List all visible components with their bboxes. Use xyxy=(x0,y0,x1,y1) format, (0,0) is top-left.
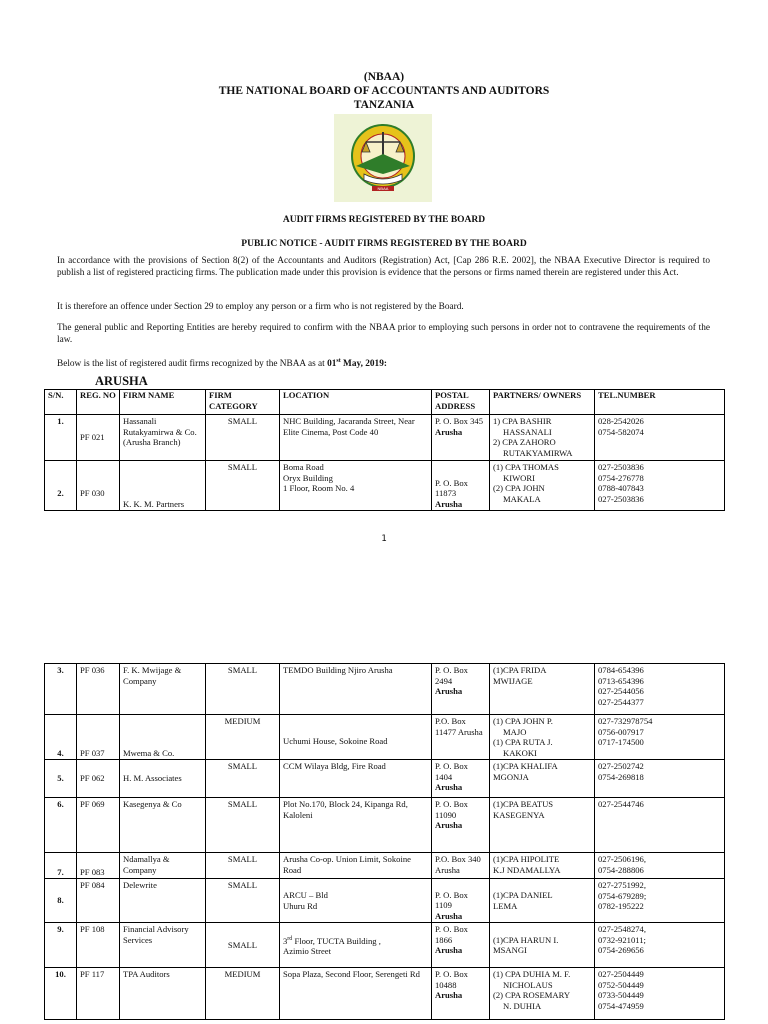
col-sn: S/N. xyxy=(45,390,77,415)
row-partners: (1)CPA HARUN I. MSANGI xyxy=(490,923,595,968)
firms-table-page2 xyxy=(44,663,725,1020)
list-date: 01st May, 2019: xyxy=(327,358,387,370)
intro-paragraph: In accordance with the provisions of Section 8(2) of the Accountants and Auditors (Registration) Act, [Cap 286 R.E. 2002], the NBAA Executive Director is required to publish a list of registered practicing firms. The publication made under this provision is evidence that the persons or firms named therein are registered under this Act. xyxy=(57,256,710,279)
row-category: SMALL xyxy=(206,664,280,715)
row-tel: 027-2544746 xyxy=(595,798,725,853)
row-firm: Ndamallya & Company xyxy=(120,853,206,879)
list-intro-text: Below is the list of registered audit firms recognized by the NBAA as at xyxy=(57,359,325,370)
row-location: NHC Building, Jacaranda Street, Near Elite Cinema, Post Code 40 xyxy=(280,415,432,461)
row-sn: 2. xyxy=(45,461,77,511)
table-row xyxy=(45,798,725,853)
row-tel: 027-2548274, 0732-921011; 0754-269656 xyxy=(595,923,725,968)
row-postal: P. O. Box 1866 Arusha xyxy=(432,923,490,968)
table-row xyxy=(45,853,725,879)
row-postal: P. O. Box 10488 Arusha xyxy=(432,968,490,1020)
row-location: Plot No.170, Block 24, Kipanga Rd, Kaloleni xyxy=(280,798,432,853)
nbaa-logo xyxy=(334,114,432,202)
row-reg: PF 069 xyxy=(77,798,120,853)
row-postal: P. O. Box 11090 Arusha xyxy=(432,798,490,853)
row-reg: PF 062 xyxy=(77,760,120,798)
row-tel: 027-2502742 0754-269818 xyxy=(595,760,725,798)
row-firm: Mwema & Co. xyxy=(120,715,206,760)
row-firm: H. M. Associates xyxy=(120,760,206,798)
col-category: FIRM CATEGORY xyxy=(206,390,280,415)
confirm-paragraph: The general public and Reporting Entities are hereby required to confirm with the NBAA prior to employing such persons in order not to contravene the requirements of the law. xyxy=(57,323,710,346)
row-tel: 027-2503836 0754-276778 0788-407843 027-2503836 xyxy=(595,461,725,511)
row-reg: PF 117 xyxy=(77,968,120,1020)
row-location: 3rd Floor, TUCTA Building , Azimio Street xyxy=(280,923,432,968)
nbaa-emblem-icon xyxy=(334,114,432,202)
row-tel: 027-2751992, 0754-679289; 0782-195222 xyxy=(595,879,725,923)
row-sn: 3. xyxy=(45,664,77,715)
row-reg: PF 021 xyxy=(77,415,120,461)
col-postal: POSTAL ADDRESS xyxy=(432,390,490,415)
row-sn: 8. xyxy=(45,879,77,923)
row-sn: 10. xyxy=(45,968,77,1020)
row-category: MEDIUM xyxy=(206,715,280,760)
col-partners: PARTNERS/ OWNERS xyxy=(490,390,595,415)
row-location: Sopa Plaza, Second Floor, Serengeti Rd xyxy=(280,968,432,1020)
row-partners: (1) CPA JOHN P. MAJO (1) CPA RUTA J. KAKOKI xyxy=(490,715,595,760)
col-tel: TEL.NUMBER xyxy=(595,390,725,415)
row-category: SMALL xyxy=(206,760,280,798)
row-reg: PF 037 xyxy=(77,715,120,760)
row-partners: (1)CPA DANIEL LEMA xyxy=(490,879,595,923)
row-partners: (1)CPA KHALIFA MGONJA xyxy=(490,760,595,798)
row-firm: Delewrite xyxy=(120,879,206,923)
row-firm: TPA Auditors xyxy=(120,968,206,1020)
row-reg: PF 083 xyxy=(77,853,120,879)
row-postal: P. O. Box 1404 Arusha xyxy=(432,760,490,798)
col-reg: REG. NO xyxy=(77,390,120,415)
row-tel: 027-2504449 0752-504449 0733-504449 0754-474959 xyxy=(595,968,725,1020)
row-postal: P. O. Box 11873 Arusha xyxy=(432,461,490,511)
svg-text:NBAA: NBAA xyxy=(377,186,389,191)
row-partners: (1)CPA FRIDA MWIJAGE xyxy=(490,664,595,715)
row-tel: 027-732978754 0756-007917 0717-174500 xyxy=(595,715,725,760)
row-firm: F. K. Mwijage & Company xyxy=(120,664,206,715)
offence-paragraph: It is therefore an offence under Section 29 to employ any person or a firm who is not registered by the Board. xyxy=(57,302,464,312)
row-partners: (1)CPA HIPOLITE K.J NDAMALLYA xyxy=(490,853,595,879)
region-heading: ARUSHA xyxy=(95,374,148,388)
table-row xyxy=(45,968,725,1020)
row-tel: 0784-654396 0713-654396 027-2544056 027-2544377 xyxy=(595,664,725,715)
row-firm: K. K. M. Partners xyxy=(120,461,206,511)
row-category: SMALL xyxy=(206,923,280,968)
col-firm: FIRM NAME xyxy=(120,390,206,415)
row-location: Uchumi House, Sokoine Road xyxy=(280,715,432,760)
table-row xyxy=(45,715,725,760)
row-category: SMALL xyxy=(206,798,280,853)
row-firm: Financial Advisory Services xyxy=(120,923,206,968)
row-category: SMALL xyxy=(206,461,280,511)
row-category: SMALL xyxy=(206,415,280,461)
table-row xyxy=(45,415,725,461)
row-postal: P. O. Box 1109 Arusha xyxy=(432,879,490,923)
row-postal: P. O. Box 345 Arusha xyxy=(432,415,490,461)
row-category: SMALL xyxy=(206,853,280,879)
row-partners: (1)CPA BEATUS KASEGENYA xyxy=(490,798,595,853)
table-row xyxy=(45,760,725,798)
row-partners: 1) CPA BASHIR HASSANALI 2) CPA ZAHORO RUTAKYAMIRWA xyxy=(490,415,595,461)
row-partners: (1) CPA DUHIA M. F. NICHOLAUS (2) CPA ROSEMARY N. DUHIA xyxy=(490,968,595,1020)
row-sn: 4. xyxy=(45,715,77,760)
row-tel: 027-2506196, 0754-288806 xyxy=(595,853,725,879)
row-tel: 028-2542026 0754-582074 xyxy=(595,415,725,461)
row-sn: 5. xyxy=(45,760,77,798)
row-sn: 7. xyxy=(45,853,77,879)
row-postal: P. O. Box 2494 Arusha xyxy=(432,664,490,715)
row-reg: PF 030 xyxy=(77,461,120,511)
org-title: THE NATIONAL BOARD OF ACCOUNTANTS AND AUDITORS xyxy=(218,85,550,97)
row-location: ARCU – Bld Uhuru Rd xyxy=(280,879,432,923)
row-reg: PF 036 xyxy=(77,664,120,715)
row-location: CCM Wilaya Bldg, Fire Road xyxy=(280,760,432,798)
row-location: Boma Road Oryx Building 1 Floor, Room No. 4 xyxy=(280,461,432,511)
table-row xyxy=(45,923,725,968)
row-sn: 1. xyxy=(45,415,77,461)
table-row xyxy=(45,879,725,923)
row-location: Arusha Co-op. Union Limit, Sokoine Road xyxy=(280,853,432,879)
notice-title: PUBLIC NOTICE - AUDIT FIRMS REGISTERED BY THE BOARD xyxy=(241,239,527,249)
row-reg: PF 108 xyxy=(77,923,120,968)
table-row xyxy=(45,461,725,511)
document-subtitle: AUDIT FIRMS REGISTERED BY THE BOARD xyxy=(282,215,486,225)
row-sn: 6. xyxy=(45,798,77,853)
row-postal: P.O. Box 340 Arusha xyxy=(432,853,490,879)
table-row xyxy=(45,664,725,715)
col-location: LOCATION xyxy=(280,390,432,415)
page-number: 1 xyxy=(381,534,387,544)
org-abbreviation: (NBAA) xyxy=(363,71,405,83)
row-location: TEMDO Building Njiro Arusha xyxy=(280,664,432,715)
row-postal: P.O. Box 11477 Arusha xyxy=(432,715,490,760)
row-sn: 9. xyxy=(45,923,77,968)
table-header-row xyxy=(45,390,725,415)
row-reg: PF 084 xyxy=(77,879,120,923)
row-partners: (1) CPA THOMAS KIWORI (2) CPA JOHN MAKALA xyxy=(490,461,595,511)
firms-table-page1 xyxy=(44,389,725,511)
list-intro-paragraph xyxy=(57,355,710,371)
row-category: SMALL xyxy=(206,879,280,923)
row-firm: Hassanali Rutakyamirwa & Co. (Arusha Branch) xyxy=(120,415,206,461)
row-category: MEDIUM xyxy=(206,968,280,1020)
org-country: TANZANIA xyxy=(353,99,415,111)
row-firm: Kasegenya & Co xyxy=(120,798,206,853)
